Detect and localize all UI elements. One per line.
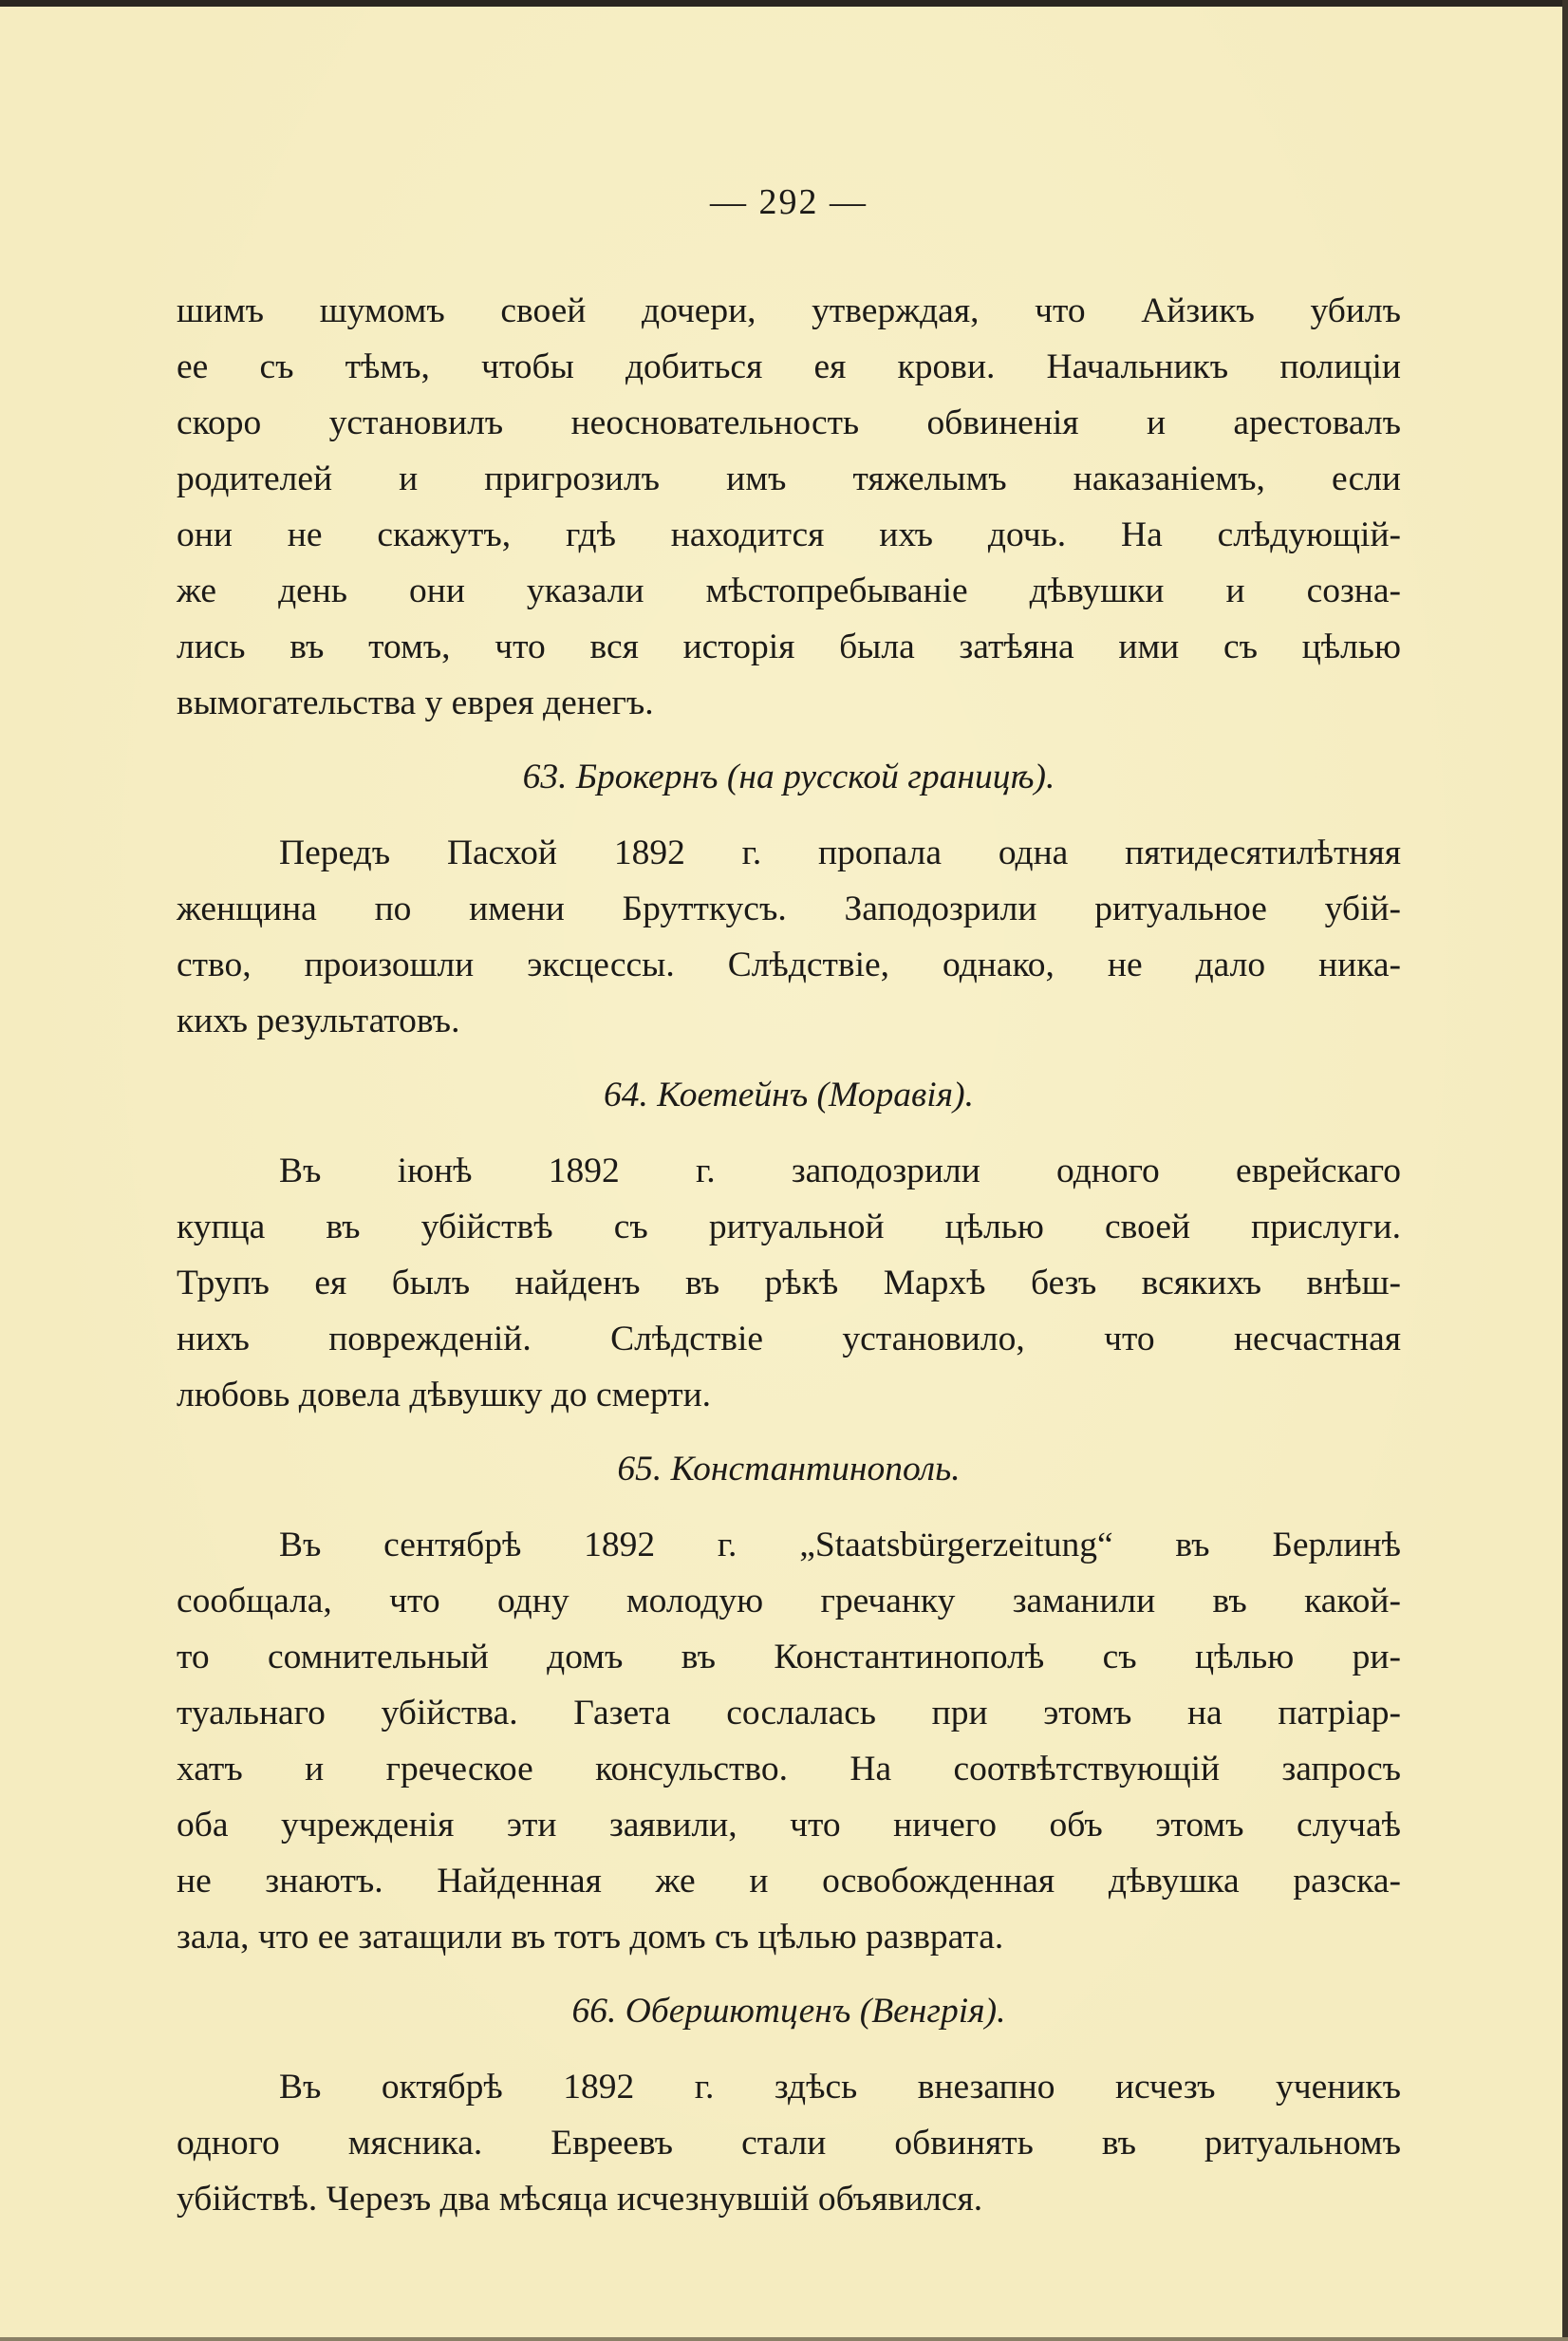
- text-line: Въ октябрѣ 1892 г. здѣсь внезапно исчезъ ученикъ: [279, 2068, 1401, 2107]
- page-right-edge: [1562, 0, 1568, 2341]
- text-line: хатъ и греческое консульство. На соотвѣтствующій запросъ: [177, 1750, 1401, 1789]
- text-line: шимъ шумомъ своей дочери, утверждая, что Айзикъ убилъ: [177, 291, 1401, 330]
- text-line: нихъ поврежденій. Слѣдствіе установило, что несчастная: [177, 1320, 1401, 1358]
- text-line: ство, произошли эксцессы. Слѣдствіе, однако, не дало ника-: [177, 946, 1401, 984]
- text-line: они не скажутъ, гдѣ находится ихъ дочь. На слѣдующій-: [177, 515, 1401, 554]
- text-line: зала, что ее затащили въ тотъ домъ съ цѣлью разврата.: [177, 1918, 1004, 1957]
- text-line: женщина по имени Брутткусъ. Заподозрили ритуальное убій-: [177, 890, 1401, 928]
- text-line: Въ сентябрѣ 1892 г. „Staatsbürgerzeitung“ въ Берлинѣ: [279, 1526, 1401, 1564]
- paragraph: [177, 825, 1401, 1049]
- text-block: [177, 180, 1401, 2227]
- text-line: ее съ тѣмъ, чтобы добиться ея крови. Начальникъ полиціи: [177, 347, 1401, 386]
- text-line: Въ іюнѣ 1892 г. заподозрили одного еврейскаго: [279, 1152, 1401, 1190]
- page-content: [177, 283, 1401, 2227]
- text-line: оба учрежденія эти заявили, что ничего объ этомъ случаѣ: [177, 1806, 1401, 1845]
- text-line: Трупъ ея былъ найденъ въ рѣкѣ Мархѣ безъ всякихъ внѣш-: [177, 1264, 1401, 1302]
- text-line: родителей и пригрозилъ имъ тяжелымъ наказаніемъ, если: [177, 459, 1401, 498]
- text-line: туальнаго убійства. Газета сослалась при этомъ на патріар-: [177, 1694, 1401, 1732]
- text-line: любовь довела дѣвушку до смерти.: [177, 1376, 712, 1414]
- section-heading: 63. Брокернъ (на русской границѣ).: [522, 758, 1055, 796]
- text-line: скоро установилъ неосновательность обвиненія и арестовалъ: [177, 403, 1401, 442]
- paragraph: [177, 1143, 1401, 1423]
- text-line: кихъ результатовъ.: [177, 1002, 460, 1040]
- page-number: — 292 —: [710, 182, 868, 222]
- section-heading: 66. Обершютценъ (Венгрія).: [571, 1992, 1006, 2031]
- text-line: одного мясника. Евреевъ стали обвинять въ ритуальномъ: [177, 2124, 1401, 2163]
- section-heading: 65. Константинополь.: [617, 1450, 961, 1489]
- text-line: не знаютъ. Найденная же и освобожденная дѣвушка разска-: [177, 1862, 1401, 1901]
- section-heading: 64. Коетейнъ (Моравія).: [604, 1076, 974, 1114]
- text-line: убійствѣ. Черезъ два мѣсяца исчезнувшій объявился.: [177, 2180, 983, 2219]
- paragraph: [177, 2059, 1401, 2227]
- paragraph: [177, 1517, 1401, 1965]
- page-bottom-edge: [0, 2337, 1568, 2341]
- text-line: то сомнительный домъ въ Константинополѣ съ цѣлью ри-: [177, 1638, 1401, 1676]
- text-line: купца въ убійствѣ съ ритуальной цѣлью своей прислуги.: [177, 1208, 1401, 1246]
- text-line: же день они указали мѣстопребываніе дѣвушки и созна-: [177, 571, 1401, 610]
- text-line: сообщала, что одну молодую гречанку заманили въ какой-: [177, 1582, 1401, 1620]
- text-line: Передъ Пасхой 1892 г. пропала одна пятидесятилѣтняя: [279, 833, 1401, 872]
- paragraph: [177, 283, 1401, 731]
- page-top-edge: [0, 0, 1568, 7]
- text-line: вымогательства у еврея денегъ.: [177, 684, 654, 722]
- text-line: лись въ томъ, что вся исторія была затѣяна ими съ цѣлью: [177, 627, 1401, 666]
